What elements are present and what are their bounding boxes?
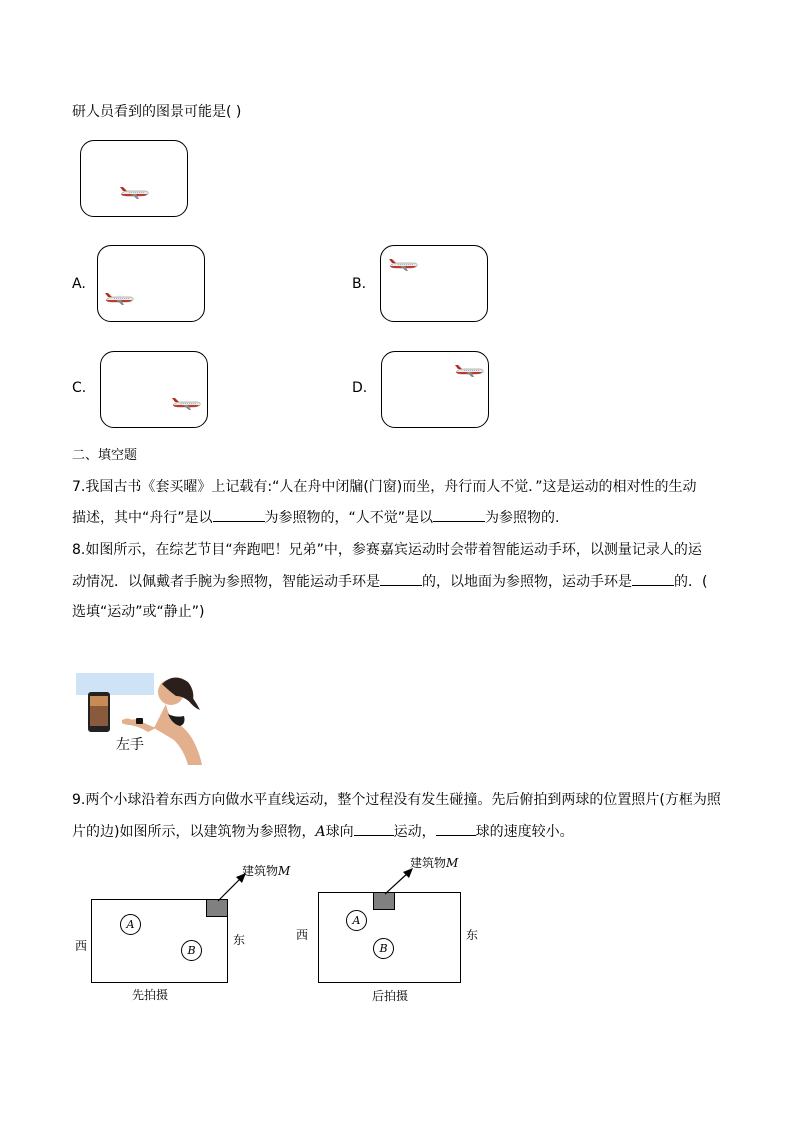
q7-blank-2[interactable]: [433, 507, 485, 522]
q7-text-c: 为参照物的.: [485, 510, 560, 526]
ball-a: A: [346, 910, 367, 931]
q8-line2: [72, 571, 707, 592]
building-label: 建筑物M: [242, 864, 291, 878]
reference-frame: [80, 140, 188, 217]
q8-line3: 选填“运动”或“静止”): [72, 604, 205, 620]
ball-a: A: [120, 914, 141, 935]
runner-figure: [76, 670, 206, 765]
option-d-frame[interactable]: [381, 351, 489, 428]
option-b-label[interactable]: B.: [352, 276, 367, 292]
photo-first-diagram: [70, 855, 291, 1005]
option-b-frame[interactable]: [380, 245, 488, 322]
q8-line1: 8.如图所示，在综艺节目“奔跑吧！兄弟”中，参赛嘉宾运动时会带着智能运动手环，以测量记录人的运: [72, 542, 702, 558]
caption-first: 先拍摄: [132, 988, 169, 1002]
q9-text-e: 球的速度较小。: [475, 824, 574, 840]
question-intro: 研人员看到的图景可能是( ): [72, 104, 242, 120]
q8-blank-2[interactable]: [632, 571, 674, 586]
airplane-icon: [119, 186, 149, 200]
airplane-icon: [454, 364, 484, 378]
q8-text-b: 的，以地面为参照物，运动手环是: [422, 574, 632, 590]
caption-later: 后拍摄: [372, 989, 409, 1003]
q7-blank-1[interactable]: [213, 507, 265, 522]
figure-caption-left-hand: 左手: [116, 737, 144, 753]
ball-b: B: [181, 940, 202, 961]
east-label: 东: [466, 928, 479, 942]
option-d-label[interactable]: D.: [352, 380, 368, 396]
airplane-icon: [104, 292, 134, 306]
photo-later-diagram: [290, 850, 490, 1005]
q9-text-a: 片的边)如图所示，以建筑物为参照物，: [72, 824, 316, 840]
q8-text-c: 的．(: [674, 574, 708, 590]
q7-text-a: 描述，其中“舟行”是以: [72, 510, 213, 526]
q7-line2: [72, 507, 559, 528]
q9-ball-a-symbol: A: [315, 824, 326, 840]
airplane-icon: [171, 397, 201, 411]
ball-b: B: [373, 938, 394, 959]
option-c-label[interactable]: C.: [72, 380, 87, 396]
section-heading: 二、填空题: [72, 448, 138, 463]
airplane-icon: [388, 258, 418, 272]
q7-text-b: 为参照物的，“人不觉”是以: [264, 510, 434, 526]
q7-line1: 7.我国古书《套买曜》上记载有:“人在舟中闭牖(门窗)而坐，舟行而人不觉．”这是运动的相对性的生动: [72, 479, 697, 495]
q9-text-c: 球向: [325, 824, 354, 840]
q9-blank-2[interactable]: [436, 821, 476, 836]
q8-text-a: 动情况．以佩戴者手腕为参照物，智能运动手环是: [72, 574, 380, 590]
east-label: 东: [233, 933, 246, 947]
q9-text-d: 运动，: [393, 824, 436, 840]
option-a-frame[interactable]: [97, 245, 205, 322]
q9-line1: 9.两个小球沿着东西方向做水平直线运动，整个过程没有发生碰撞。先后俯拍到两球的位置照片(方框为照: [72, 792, 721, 808]
building-label: 建筑物M: [410, 856, 459, 870]
option-a-label[interactable]: A.: [72, 276, 86, 292]
option-c-frame[interactable]: [100, 351, 208, 428]
q9-line2: [72, 821, 574, 842]
west-label: 西: [75, 939, 88, 953]
q9-blank-1[interactable]: [354, 821, 394, 836]
west-label: 西: [296, 928, 309, 942]
q8-blank-1[interactable]: [380, 571, 422, 586]
